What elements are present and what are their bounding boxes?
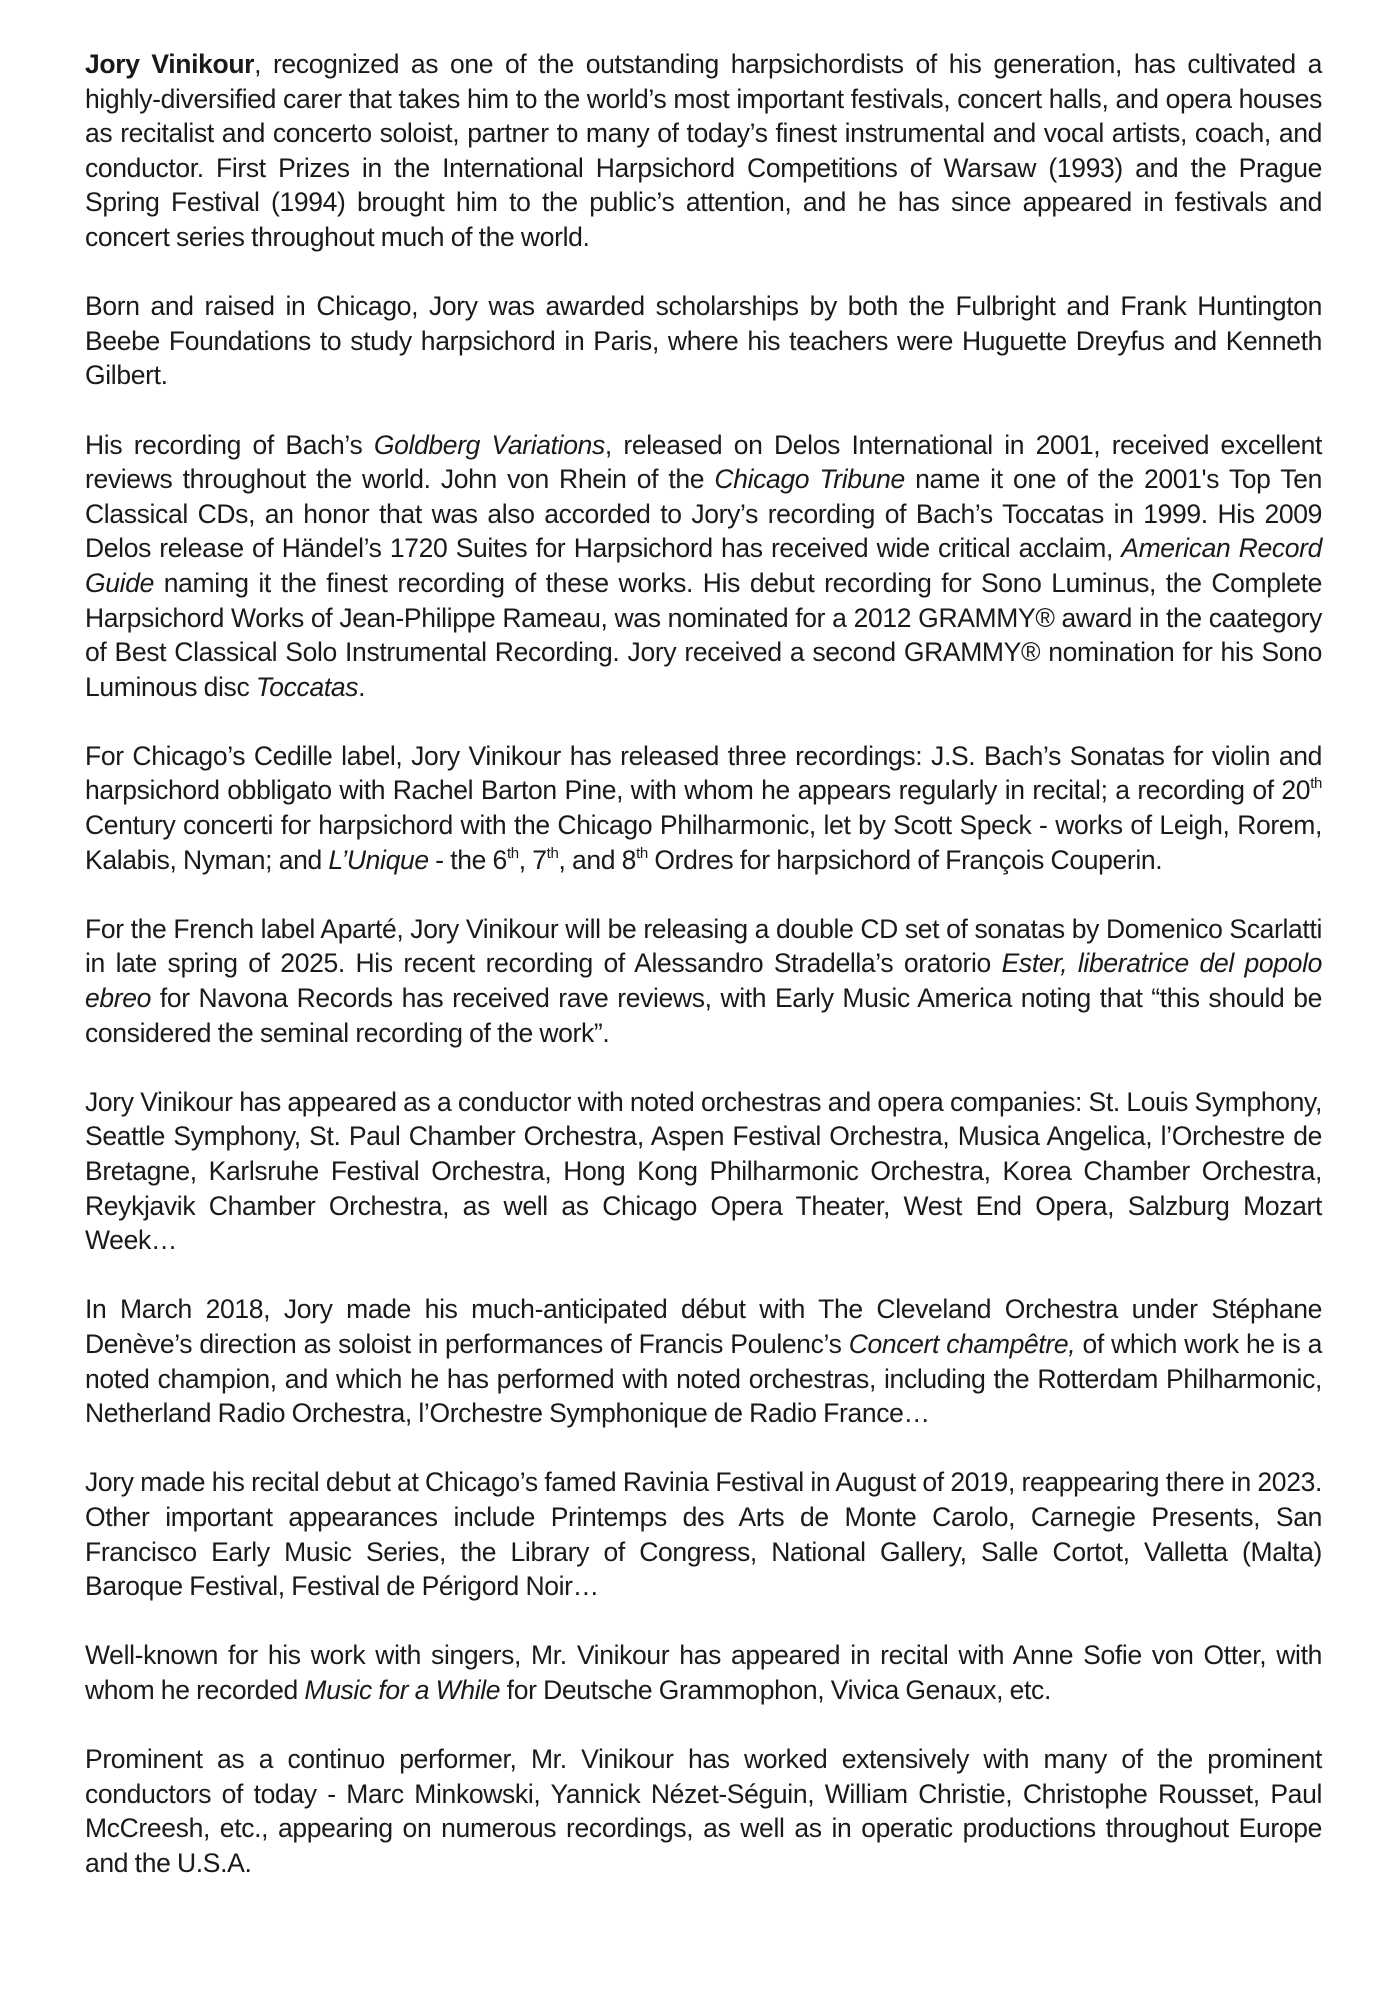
text-run: . [358,671,366,702]
ordinal-suffix: th [1310,775,1322,793]
paragraph-continuo [85,1742,1322,1880]
text-run: His recording of Bach’s [85,429,374,460]
publication-title: Chicago Tribune [714,464,905,495]
paragraph-singers [85,1638,1322,1707]
text-run: , and 8 [558,844,637,875]
paragraph-cleveland-debut [85,1292,1322,1430]
text-run: For Chicago’s Cedille label, Jory Vinikour has released three recordings: J.S. Bach’s Sonatas for violin and harpsichord obbligato with Rachel Barton Pine, with whom he appears regularly in recital; a recording of 20 [85,740,1322,806]
text-run: - the 6 [428,844,507,875]
biography-document [85,47,1322,1915]
text-run: Century concerti for harpsichord with the Chicago Philharmonic, let by Scott Speck - works of Leigh, Rorem, Kalabis, Nyman; and [85,810,1322,875]
ordinal-suffix: th [546,844,559,862]
text-run: Prominent as a continuo performer, Mr. Vinikour has worked extensively with many of the prominent conductors of today - Marc Minkowski, Yannick Nézet-Séguin, William Christie, Christophe Rousset, Paul McCreesh, etc., appearing on numerous recordings, as well as in operatic productions throughout Europe and the U.S.A. [85,1744,1322,1878]
paragraph-recital-appearances [85,1465,1322,1603]
text-run: name it one of the 2001's Top Ten Classical CDs, an honor that was also accorded to Jory’s recording of Bach’s Toccatas in 1999. His 2009 Delos release of Händel’s 1720 Suites for Harpsichord has received wide critical acclaim, [85,464,1322,564]
album-title: Music for a While [304,1674,501,1705]
text-run: Well-known for his work with singers, Mr. Vinikour has appeared in recital with Anne Sofie von Otter, with whom he recorded [85,1640,1322,1705]
work-title: Ester, liberatrice del popolo ebreo [85,948,1322,1014]
publication-title: American Record Guide [85,533,1322,598]
album-title: Toccatas [255,671,359,702]
text-run: , 7 [518,844,547,875]
text-run: Jory made his recital debut at Chicago’s famed Ravinia Festival in August of 2019, reappearing there in 2023. Other important appearances include Printemps des Arts de Monte Carolo, Carnegie Presents, San Francisco Early Music Series, the Library of Congress, National Gallery, Salle Cortot, Valletta (Malta) Baroque Festival, Festival de Périgord Noir… [85,1467,1322,1602]
paragraph-recordings-aparte-navona [85,912,1322,1050]
paragraph-recordings-cedille [85,739,1322,877]
text-run: For the French label Aparté, Jory Vinikour will be releasing a double CD set of sonatas by Domenico Scarlatti in late spring of 2025. His recent recording of Alessandro Stradella’s oratorio [85,913,1322,979]
text-run: Born and raised in Chicago, Jory was awarded scholarships by both the Fulbright and Frank Huntington Beebe Foundations to study harpsichord in Paris, where his teachers were Huguette Dreyfus and Kenneth Gilbert. [85,291,1322,391]
text-run: for Deutsche Grammophon, Vivica Genaux, etc. [500,1674,1051,1705]
album-title: L’Unique [328,844,429,875]
text-run: Jory Vinikour has appeared as a conductor with noted orchestras and opera companies: St. Louis Symphony, Seattle Symphony, St. Paul Chamber Orchestra, Aspen Festival Orchestra, Musica Angelica, l’Orchestre de Bretagne, Karlsruhe Festival Orchestra, Hong Kong Philharmonic Orchestra, Korea Chamber Orchestra, Reykjavik Chamber Orchestra, as well as Chicago Opera Theater, West End Opera, Salzburg Mozart Week… [85,1086,1322,1256]
ordinal-suffix: th [636,844,648,862]
text-run: naming it the finest recording of these works. His debut recording for Sono Luminus, the Complete Harpsichord Works of Jean-Philippe Rameau, was nominated for a 2012 GRAMMY® award in the caategory of Best Classical Solo Instrumental Recording. Jory received a second GRAMMY® nomination for his Sono Luminous disc [85,567,1322,702]
paragraph-intro [85,47,1322,255]
text-run: , recognized as one of the outstanding harpsichordists of his generation, has cultivated a highly-diversified carer that takes him to the world’s most important festivals, concert halls, and opera houses as recitalist and concerto soloist, partner to many of today’s finest instrumental and vocal artists, coach, and conductor. First Prizes in the International Harpsichord Competitions of Warsaw (1993) and the Prague Spring Festival (1994) brought him to the public’s attention, and he has since appeared in festivals and concert series throughout much of the world. [85,49,1322,252]
text-run: of which work he is a noted champion, and which he has performed with noted orchestras, including the Rotterdam Philharmonic, Netherland Radio Orchestra, l’Orchestre Symphonique de Radio France… [85,1328,1322,1429]
text-run: Ordres for harpsichord of François Couperin. [647,844,1163,875]
text-run: for Navona Records has received rave reviews, with Early Music America noting that “this should be considered the seminal recording of the work”. [85,983,1322,1048]
ordinal-suffix: th [506,844,519,862]
text-run: , released on Delos International in 2001, received excellent reviews throughout the world. John von Rhein of the [85,429,1322,495]
artist-name: Jory Vinikour [85,49,255,79]
paragraph-conducting [85,1085,1322,1258]
album-title: Goldberg Variations [373,429,605,460]
paragraph-recordings-delos-sono [85,428,1322,705]
work-title: Concert champêtre, [848,1328,1076,1359]
text-run: In March 2018, Jory made his much-anticipated début with The Cleveland Orchestra under Stéphane Denève’s direction as soloist in performances of Francis Poulenc’s [85,1294,1322,1359]
paragraph-education [85,289,1322,393]
